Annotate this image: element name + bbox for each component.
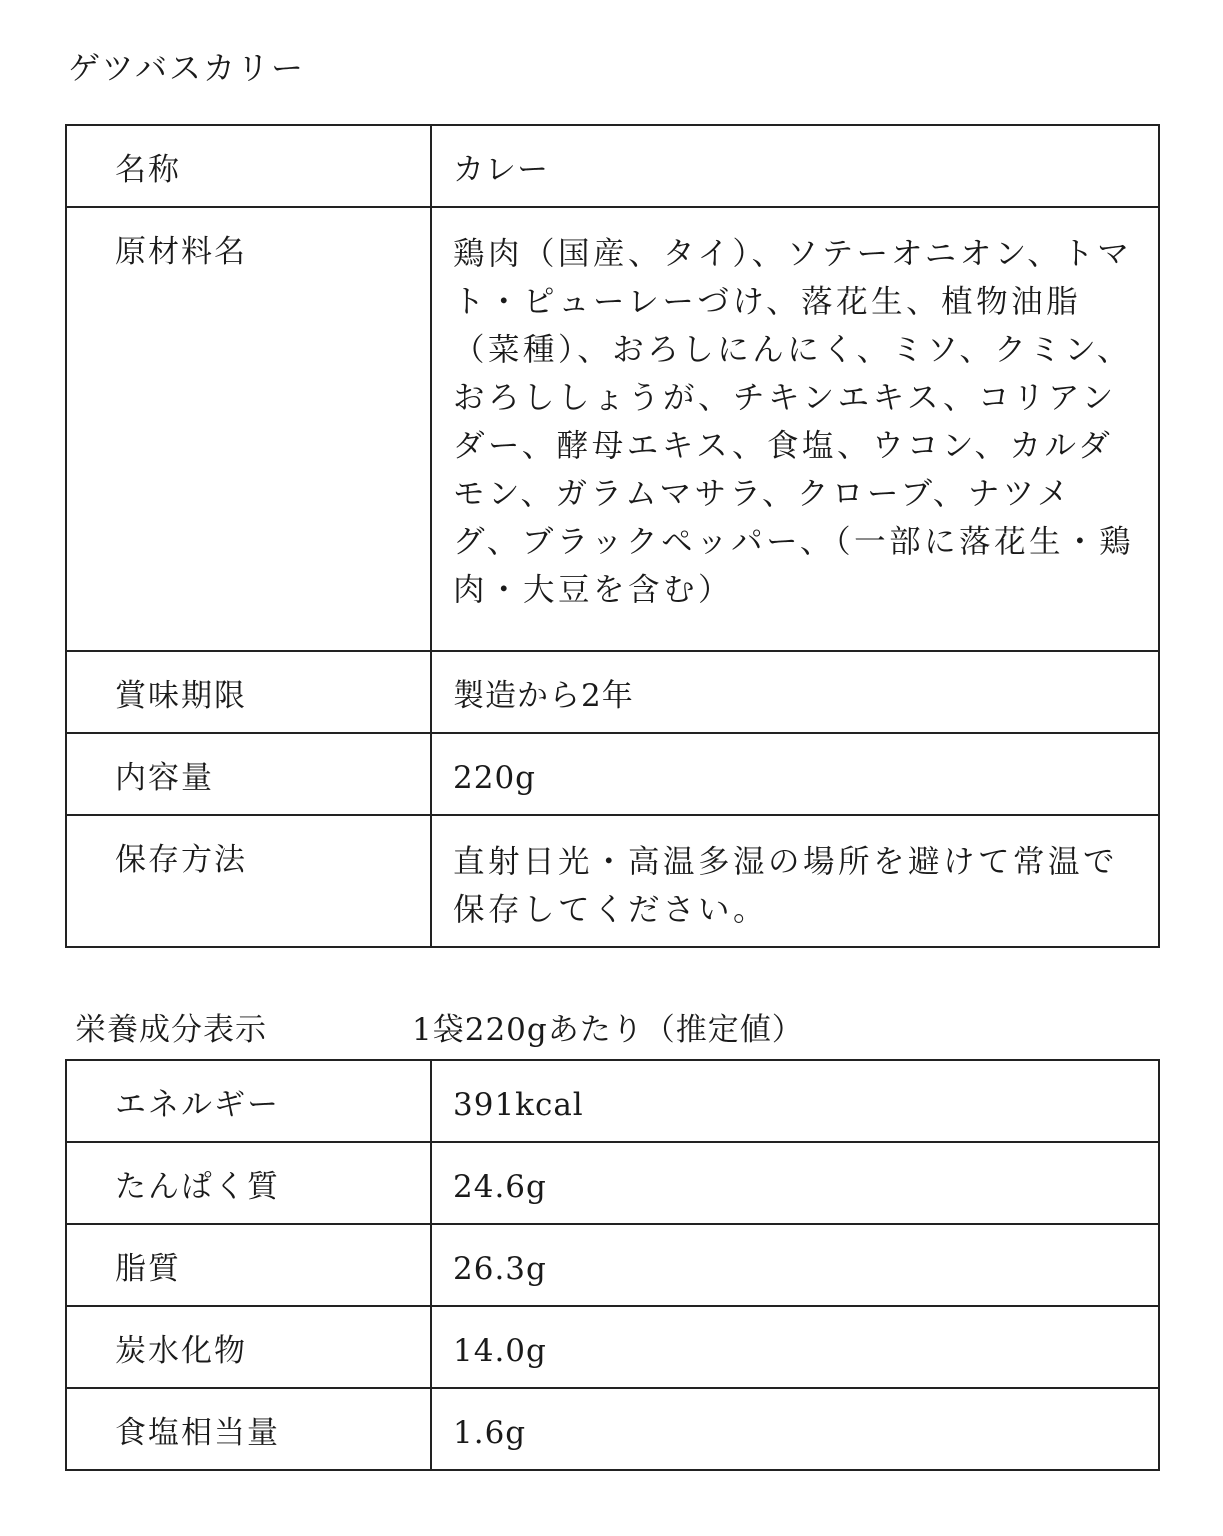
row-label: 賞味期限 bbox=[115, 678, 247, 714]
row-label: 食塩相当量 bbox=[115, 1415, 280, 1451]
row-value-cell bbox=[431, 207, 1159, 651]
product-info-table bbox=[65, 124, 1160, 948]
row-label-cell bbox=[66, 1142, 431, 1224]
row-value-cell bbox=[431, 815, 1159, 947]
table-row bbox=[66, 815, 1159, 947]
row-value: カレー bbox=[453, 152, 549, 188]
row-value-cell bbox=[431, 1306, 1159, 1388]
row-label-cell bbox=[66, 125, 431, 207]
table-row bbox=[66, 125, 1159, 207]
row-label-cell bbox=[66, 733, 431, 815]
row-value-cell bbox=[431, 1142, 1159, 1224]
row-label-cell bbox=[66, 1306, 431, 1388]
row-label: たんぱく質 bbox=[115, 1169, 280, 1205]
table-row bbox=[66, 733, 1159, 815]
row-value: 14.0g bbox=[453, 1333, 547, 1369]
ingredients-text: 鶏肉（国産、タイ）、ソテーオニオン、トマト・ピューレーづけ、落花生、植物油脂（菜種）、おろしにんにく、ミソ、クミン、おろししょうが、チキンエキス、コリアンダー、酵母エキス、食塩、ウコン、カルダモン、ガラムマサラ、クローブ、ナツメグ、ブラックペッパー、（一部に落花生・鶏肉・大豆を含む） bbox=[453, 236, 1135, 608]
row-value-cell bbox=[431, 733, 1159, 815]
row-value-cell bbox=[431, 125, 1159, 207]
row-value: 220g bbox=[453, 760, 537, 796]
row-label-cell bbox=[66, 1388, 431, 1470]
nutrition-heading bbox=[75, 1010, 804, 1050]
row-label: 原材料名 bbox=[115, 234, 247, 270]
storage-text: 直射日光・高温多湿の場所を避けて常温で保存してください。 bbox=[453, 844, 1119, 928]
nutrition-heading-label: 栄養成分表示 bbox=[75, 1012, 267, 1048]
row-value-cell bbox=[431, 1060, 1159, 1142]
row-value: 391kcal bbox=[453, 1087, 584, 1123]
table-row bbox=[66, 207, 1159, 651]
row-value-cell bbox=[431, 651, 1159, 733]
nutrition-basis: 1袋220gあたり（推定値） bbox=[412, 1012, 804, 1048]
table-row bbox=[66, 1060, 1159, 1142]
table-row bbox=[66, 1142, 1159, 1224]
table-row bbox=[66, 651, 1159, 733]
row-value: 26.3g bbox=[453, 1251, 547, 1287]
row-label-cell bbox=[66, 815, 431, 947]
row-value-cell bbox=[431, 1388, 1159, 1470]
row-label: 炭水化物 bbox=[115, 1333, 247, 1369]
table-row bbox=[66, 1306, 1159, 1388]
row-label: 名称 bbox=[115, 152, 181, 188]
row-value: 製造から2年 bbox=[453, 678, 634, 714]
row-value-cell bbox=[431, 1224, 1159, 1306]
row-label-cell bbox=[66, 207, 431, 651]
row-label-cell bbox=[66, 1060, 431, 1142]
table-row bbox=[66, 1388, 1159, 1470]
row-value: 1.6g bbox=[453, 1415, 527, 1451]
row-label: 内容量 bbox=[115, 760, 214, 796]
row-value: 24.6g bbox=[453, 1169, 547, 1205]
row-label: エネルギー bbox=[115, 1087, 280, 1123]
nutrition-table bbox=[65, 1059, 1160, 1471]
row-label-cell bbox=[66, 1224, 431, 1306]
row-label-cell bbox=[66, 651, 431, 733]
row-label: 保存方法 bbox=[115, 842, 247, 878]
product-title: ゲツバスカリー bbox=[68, 49, 306, 87]
table-row bbox=[66, 1224, 1159, 1306]
row-label: 脂質 bbox=[115, 1251, 181, 1287]
